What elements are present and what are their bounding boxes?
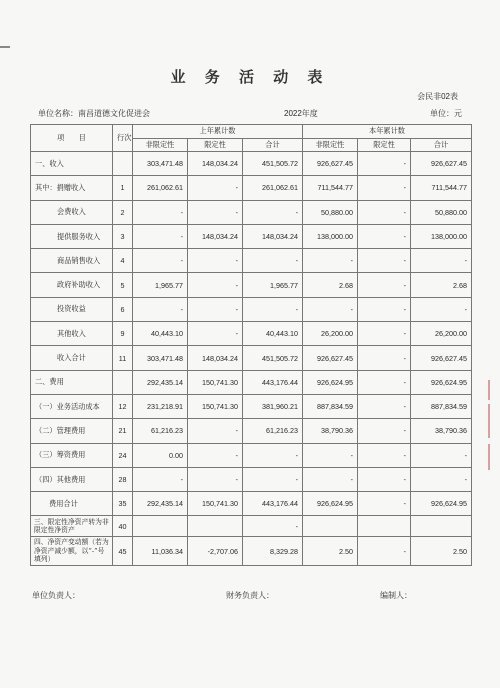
cell-cur-total: 26,200.00 [411, 322, 472, 346]
cell-prev-unrestricted: 61,216.23 [133, 419, 188, 443]
table-row [31, 249, 472, 273]
cell-cur-unrestricted: 2.68 [303, 273, 358, 297]
cell-prev-total: - [243, 516, 303, 537]
cell-cur-unrestricted: 926,627.45 [303, 152, 358, 176]
row-line-no: 45 [113, 537, 133, 566]
row-label: （三）筹资费用 [31, 443, 113, 467]
row-line-no: 9 [113, 322, 133, 346]
cell-cur-restricted: - [358, 467, 411, 491]
cell-cur-restricted: - [358, 200, 411, 224]
red-ink-mark [488, 380, 490, 400]
cell-cur-restricted: - [358, 297, 411, 321]
row-label: 提供服务收入 [31, 224, 113, 248]
cell-cur-total: 926,627.45 [411, 346, 472, 370]
row-label: 其他收入 [31, 322, 113, 346]
cell-prev-total: - [243, 200, 303, 224]
table-row [31, 516, 472, 537]
row-line-no: 21 [113, 419, 133, 443]
row-label: （一）业务活动成本 [31, 394, 113, 418]
col-header-prev-unrestricted: 非限定性 [133, 138, 188, 152]
cell-prev-unrestricted [133, 516, 188, 537]
row-line-no: 2 [113, 200, 133, 224]
cell-cur-unrestricted: 50,880.00 [303, 200, 358, 224]
cell-prev-restricted: - [188, 443, 243, 467]
cell-prev-restricted: - [188, 176, 243, 200]
cell-cur-total: - [411, 467, 472, 491]
cell-cur-total: 711,544.77 [411, 176, 472, 200]
cell-prev-unrestricted: 292,435.14 [133, 492, 188, 516]
cell-prev-restricted: - [188, 467, 243, 491]
cell-prev-total: 1,965.77 [243, 273, 303, 297]
cell-cur-total: 926,624.95 [411, 492, 472, 516]
cell-cur-total: 38,790.36 [411, 419, 472, 443]
table-row [31, 297, 472, 321]
report-year: 2022年度 [284, 109, 318, 118]
cell-prev-restricted: 150,741.30 [188, 394, 243, 418]
cell-prev-restricted [188, 516, 243, 537]
scan-mark [0, 46, 10, 48]
cell-prev-unrestricted: - [133, 249, 188, 273]
cell-cur-restricted: - [358, 224, 411, 248]
cell-cur-total [411, 516, 472, 537]
cell-prev-unrestricted: 292,435.14 [133, 370, 188, 394]
cell-cur-total: 926,627.45 [411, 152, 472, 176]
cell-prev-restricted: - [188, 200, 243, 224]
col-header-line: 行次 [113, 125, 133, 152]
cell-prev-restricted: 148,034.24 [188, 224, 243, 248]
cell-prev-restricted: 150,741.30 [188, 370, 243, 394]
cell-cur-unrestricted: 38,790.36 [303, 419, 358, 443]
cell-cur-restricted: - [358, 419, 411, 443]
cell-cur-restricted: - [358, 322, 411, 346]
row-label: 其中：捐赠收入 [31, 176, 113, 200]
cell-cur-unrestricted: 711,544.77 [303, 176, 358, 200]
cell-prev-unrestricted: 261,062.61 [133, 176, 188, 200]
row-line-no: 3 [113, 224, 133, 248]
table-row [31, 537, 472, 566]
cell-cur-total: 2.50 [411, 537, 472, 566]
table-row [31, 492, 472, 516]
cell-cur-unrestricted: 926,624.95 [303, 492, 358, 516]
col-header-item: 项 目 [31, 125, 113, 152]
cell-prev-total: 443,176.44 [243, 370, 303, 394]
cell-prev-restricted: - [188, 249, 243, 273]
cell-cur-total: 2.68 [411, 273, 472, 297]
cell-cur-unrestricted: 926,627.45 [303, 346, 358, 370]
cell-prev-unrestricted: - [133, 297, 188, 321]
cell-prev-restricted: - [188, 322, 243, 346]
red-ink-mark [488, 404, 490, 438]
col-header-prev-restricted: 限定性 [188, 138, 243, 152]
table-row [31, 443, 472, 467]
cell-cur-restricted: - [358, 443, 411, 467]
cell-cur-unrestricted: 26,200.00 [303, 322, 358, 346]
row-line-no [113, 152, 133, 176]
cell-prev-total: 40,443.10 [243, 322, 303, 346]
row-label: 二、费用 [31, 370, 113, 394]
cell-prev-total: 148,034.24 [243, 224, 303, 248]
cell-cur-restricted: - [358, 537, 411, 566]
cell-cur-unrestricted: 2.50 [303, 537, 358, 566]
table-row [31, 176, 472, 200]
table-row [31, 224, 472, 248]
cell-prev-restricted: - [188, 419, 243, 443]
row-line-no: 1 [113, 176, 133, 200]
cell-prev-unrestricted: - [133, 200, 188, 224]
cell-cur-unrestricted: - [303, 249, 358, 273]
row-label: 一、收入 [31, 152, 113, 176]
cell-prev-unrestricted: - [133, 467, 188, 491]
row-line-no: 5 [113, 273, 133, 297]
table-row [31, 322, 472, 346]
cell-prev-unrestricted: 303,471.48 [133, 346, 188, 370]
row-line-no: 11 [113, 346, 133, 370]
table-row [31, 370, 472, 394]
col-header-prev-year: 上年累计数 [133, 125, 303, 139]
cell-prev-total: - [243, 467, 303, 491]
cell-cur-restricted: - [358, 273, 411, 297]
row-line-no: 28 [113, 467, 133, 491]
cell-prev-unrestricted: 0.00 [133, 443, 188, 467]
row-label: 政府补助收入 [31, 273, 113, 297]
cell-cur-total: 138,000.00 [411, 224, 472, 248]
cell-prev-restricted: 150,741.30 [188, 492, 243, 516]
col-header-cur-unrestricted: 非限定性 [303, 138, 358, 152]
cell-cur-unrestricted [303, 516, 358, 537]
cell-prev-unrestricted: 303,471.48 [133, 152, 188, 176]
cell-prev-total: - [243, 249, 303, 273]
cell-cur-restricted [358, 516, 411, 537]
cell-cur-unrestricted: - [303, 297, 358, 321]
row-label: 费用合计 [31, 492, 113, 516]
table-row [31, 273, 472, 297]
cell-cur-unrestricted: 887,834.59 [303, 394, 358, 418]
cell-prev-restricted: -2,707.06 [188, 537, 243, 566]
cell-prev-total: 451,505.72 [243, 346, 303, 370]
col-header-cur-year: 本年累计数 [303, 125, 472, 139]
cell-prev-total: 61,216.23 [243, 419, 303, 443]
form-code: 会民非02表 [417, 92, 458, 101]
row-line-no: 24 [113, 443, 133, 467]
row-label: 商品销售收入 [31, 249, 113, 273]
cell-prev-unrestricted: 11,036.34 [133, 537, 188, 566]
cell-cur-unrestricted: 138,000.00 [303, 224, 358, 248]
cell-prev-unrestricted: - [133, 224, 188, 248]
row-label: 投资收益 [31, 297, 113, 321]
signature-finance-head: 财务负责人： [226, 591, 274, 600]
col-header-prev-total: 合计 [243, 138, 303, 152]
cell-cur-unrestricted: 926,624.95 [303, 370, 358, 394]
cell-cur-restricted: - [358, 346, 411, 370]
cell-cur-total: - [411, 443, 472, 467]
cell-prev-total: 451,505.72 [243, 152, 303, 176]
cell-cur-unrestricted: - [303, 443, 358, 467]
row-label: 四、净资产变动额（若为净资产减少额，以“-”号填列） [31, 537, 113, 566]
table-row [31, 152, 472, 176]
table-row [31, 346, 472, 370]
row-label: 三、限定性净资产转为非限定性净资产 [31, 516, 113, 537]
cell-prev-restricted: 148,034.24 [188, 346, 243, 370]
row-line-no: 12 [113, 394, 133, 418]
cell-prev-restricted: - [188, 273, 243, 297]
cell-cur-total: 926,624.95 [411, 370, 472, 394]
cell-prev-total: 8,329.28 [243, 537, 303, 566]
row-label: （四）其他费用 [31, 467, 113, 491]
table-row [31, 467, 472, 491]
cell-prev-unrestricted: 40,443.10 [133, 322, 188, 346]
row-line-no [113, 370, 133, 394]
cell-prev-total: 261,062.61 [243, 176, 303, 200]
unit-name: 单位名称：南昌道德文化促进会 [38, 109, 150, 118]
cell-cur-restricted: - [358, 370, 411, 394]
row-label: （二）管理费用 [31, 419, 113, 443]
signature-preparer: 编制人： [380, 591, 412, 600]
row-line-no: 4 [113, 249, 133, 273]
signature-head-of-unit: 单位负责人： [32, 591, 80, 600]
cell-prev-total: - [243, 297, 303, 321]
report-title: 业 务 活 动 表 [170, 68, 330, 86]
cell-prev-total: 443,176.44 [243, 492, 303, 516]
cell-cur-total: 887,834.59 [411, 394, 472, 418]
cell-cur-total: 50,880.00 [411, 200, 472, 224]
row-line-no: 6 [113, 297, 133, 321]
cell-prev-restricted: - [188, 297, 243, 321]
cell-prev-total: 381,960.21 [243, 394, 303, 418]
currency-unit: 单位：元 [430, 109, 462, 118]
cell-prev-total: - [243, 443, 303, 467]
row-line-no: 40 [113, 516, 133, 537]
cell-cur-restricted: - [358, 492, 411, 516]
row-label: 收入合计 [31, 346, 113, 370]
cell-prev-restricted: 148,034.24 [188, 152, 243, 176]
red-ink-mark [488, 444, 490, 470]
cell-prev-unrestricted: 231,218.91 [133, 394, 188, 418]
col-header-cur-restricted: 限定性 [358, 138, 411, 152]
cell-cur-restricted: - [358, 176, 411, 200]
col-header-cur-total: 合计 [411, 138, 472, 152]
table-row [31, 419, 472, 443]
table-row [31, 200, 472, 224]
cell-cur-total: - [411, 249, 472, 273]
row-label: 会费收入 [31, 200, 113, 224]
business-activity-table [30, 124, 472, 566]
cell-cur-restricted: - [358, 394, 411, 418]
cell-cur-total: - [411, 297, 472, 321]
table-row [31, 394, 472, 418]
cell-prev-unrestricted: 1,965.77 [133, 273, 188, 297]
cell-cur-restricted: - [358, 249, 411, 273]
cell-cur-restricted: - [358, 152, 411, 176]
row-line-no: 35 [113, 492, 133, 516]
cell-cur-unrestricted: - [303, 467, 358, 491]
